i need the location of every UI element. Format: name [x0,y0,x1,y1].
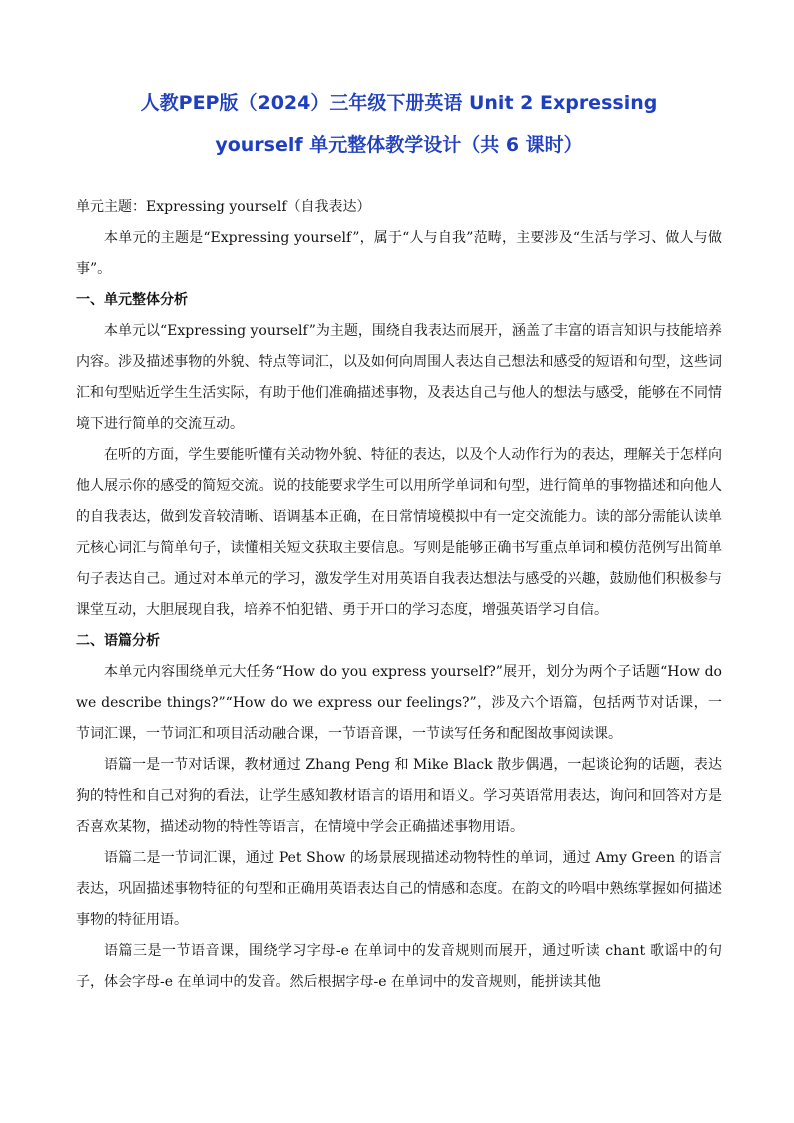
document-title [76,82,722,166]
section-heading-unit-analysis: 一、单元整体分析 [76,292,188,308]
unit-theme-line: 单元主题：Expressing yourself（自我表达） [76,199,371,215]
section-heading-text-analysis: 二、语篇分析 [76,633,160,649]
document-body [76,192,722,998]
paragraph: 语篇二是一节词汇课，通过 Pet Show 的场景展现描述动物特性的单词，通过 Amy Green 的语言表达，巩固描述事物特征的句型和正确用英语表达自己的情感和态度。在韵文的吟唱中熟练掌握如何描述事物的特征用语。 [76,850,722,928]
paragraph: 本单元内容围绕单元大任务“How do you express yourself?”展开，划分为两个子话题“How do we describe things?”“How do we express our feelings?”，涉及六个语篇，包括两节对话课，一节词汇课，一节词汇和项目活动融合课，一节语音课，一节读写任务和配图故事阅读课。 [76,664,722,742]
paragraph: 语篇三是一节语音课，围绕学习字母-e 在单词中的发音规则而展开，通过听读 chant 歌谣中的句子，体会字母-e 在单词中的发音。然后根据字母-e 在单词中的发音规则，能拼读其他 [76,943,722,990]
title-line-1: 人教PEP版（2024）三年级下册英语 Unit 2 Expressing [140,92,658,114]
paragraph: 在听的方面，学生要能听懂有关动物外貌、特征的表达，以及个人动作行为的表达，理解关于怎样向他人展示你的感受的简短交流。说的技能要求学生可以用所学单词和句型，进行简单的事物描述和向他人的自我表达，做到发音较清晰、语调基本正确，在日常情境模拟中有一定交流能力。读的部分需能认读单元核心词汇与简单句子，读懂相关短文获取主要信息。写则是能够正确书写重点单词和模仿范例写出简单句子表达自己。通过对本单元的学习，激发学生对用英语自我表达想法与感受的兴趣，鼓励他们积极参与课堂互动，大胆展现自我，培养不怕犯错、勇于开口的学习态度，增强英语学习自信。 [76,447,722,618]
title-line-2: yourself 单元整体教学设计（共 6 课时） [215,134,583,156]
intro-paragraph: 本单元的主题是“Expressing yourself”，属于“人与自我”范畴，主要涉及“生活与学习、做人与做事”。 [76,230,722,277]
paragraph: 本单元以“Expressing yourself”为主题，围绕自我表达而展开，涵盖了丰富的语言知识与技能培养内容。涉及描述事物的外貌、特点等词汇，以及如何向周围人表达自己想法和感受的短语和句型，这些词汇和句型贴近学生生活实际，有助于他们准确描述事物，及表达自己与他人的想法与感受，能够在不同情境下进行简单的交流互动。 [76,323,722,432]
paragraph: 语篇一是一节对话课，教材通过 Zhang Peng 和 Mike Black 散步偶遇，一起谈论狗的话题，表达狗的特性和自己对狗的看法，让学生感知教材语言的语用和语义。学习英语常用表达，询问和回答对方是否喜欢某物，描述动物的特性等语言，在情境中学会正确描述事物用语。 [76,757,722,835]
